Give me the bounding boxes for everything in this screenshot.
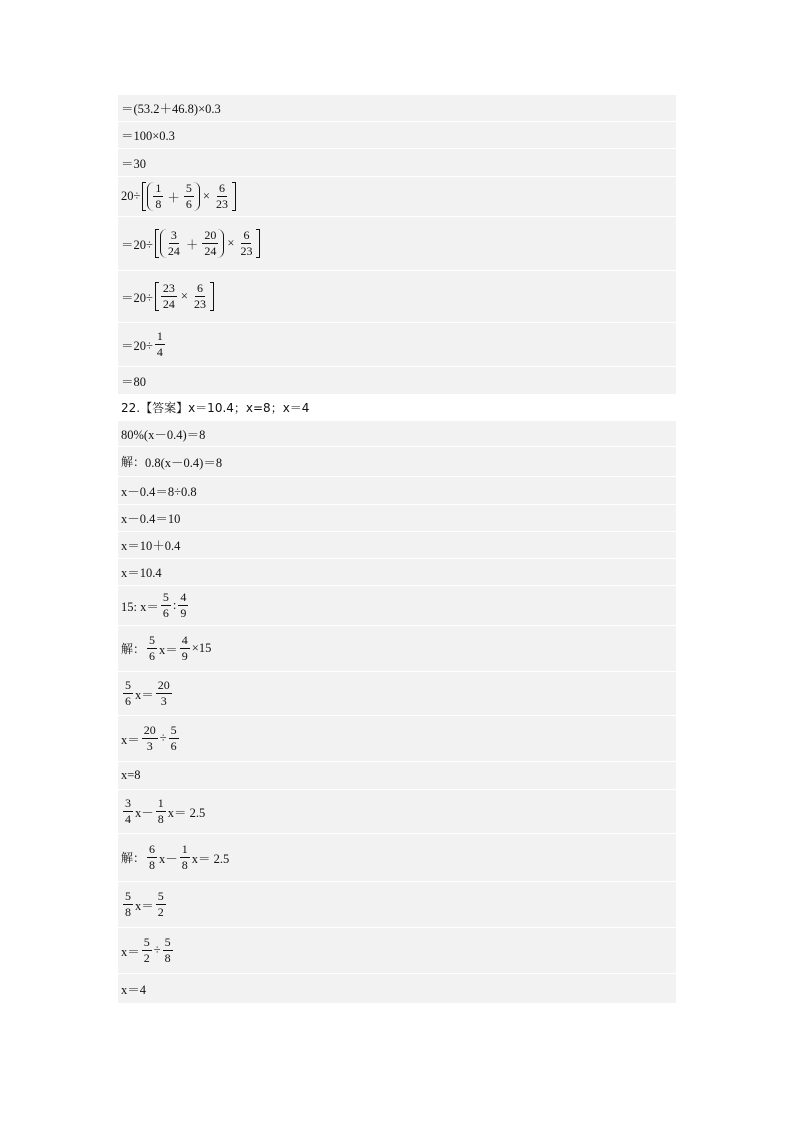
solve-label: 解：	[121, 851, 146, 865]
calc-line: 15: x＝ $\frac{5}{6}$ : $\frac{4}{9}$	[118, 586, 676, 626]
fraction: $\frac{5}{6}$	[170, 723, 177, 753]
equation: x－0.4＝8÷0.8	[121, 484, 197, 499]
fraction: $\frac{5}{6}$	[162, 590, 169, 620]
solve-label: 解：	[121, 642, 146, 656]
fraction: $\frac{5}{6}$	[185, 181, 192, 211]
solve-label: 解：	[121, 455, 146, 469]
fraction: $\frac{5}{6}$	[149, 633, 156, 663]
expression: ＝100×0.3	[121, 129, 175, 143]
calc-line: $\frac{5}{6}$ x＝ $\frac{20}{3}$	[118, 672, 676, 716]
calc-line	[118, 323, 676, 367]
fraction: $\frac{1}{8}$	[157, 796, 164, 826]
calc-line	[118, 447, 676, 477]
fraction: $\frac{5}{2}$	[143, 935, 150, 965]
answer-header	[118, 395, 676, 421]
equation: 80%(x－0.4)＝8	[121, 427, 206, 442]
fraction: $\frac{4}{9}$	[181, 633, 188, 663]
calc-line: x＝ $\frac{20}{3}$ ÷ $\frac{5}{6}$	[118, 716, 676, 762]
parenthesis: $\frac{1}{8}$ ＋ $\frac{5}{6}$	[147, 182, 200, 210]
fraction: $\frac{20}{24}$	[204, 228, 217, 258]
calc-line	[118, 532, 676, 559]
expression: 20÷	[121, 189, 141, 203]
fraction: $\frac{1}{4}$	[156, 329, 163, 359]
equation: x＝4	[121, 982, 147, 997]
calc-line	[118, 271, 676, 323]
fraction: $\frac{4}{9}$	[180, 590, 187, 620]
fraction: $\frac{6}{23}$	[193, 281, 206, 311]
fraction: $\frac{6}{8}$	[149, 842, 156, 872]
expression: ＝(53.2＋46.8)×0.3	[121, 102, 221, 116]
calc-line: $\frac{5}{8}$ x＝ $\frac{5}{2}$	[118, 882, 676, 928]
equation: x=8	[121, 768, 141, 782]
fraction: $\frac{5}{6}$	[125, 678, 131, 708]
square-bracket: $\frac{3}{24}$ ＋ $\frac{20}{24}$ × $\frac{6}{23}$	[155, 229, 261, 257]
calc-line	[118, 505, 676, 532]
fraction: $\frac{23}{24}$	[162, 281, 175, 311]
answer-text: 22.【答案】x＝10.4；x=8；x＝4	[121, 401, 310, 415]
calc-line	[118, 421, 676, 447]
calc-line	[118, 477, 676, 505]
solution-page	[118, 95, 676, 1004]
calc-line: 解： $\frac{5}{6}$ x＝ $\frac{4}{9}$ ×15	[118, 626, 676, 672]
fraction: $\frac{3}{4}$	[125, 796, 131, 826]
parenthesis: $\frac{3}{24}$ ＋ $\frac{20}{24}$	[160, 229, 225, 257]
fraction: $\frac{1}{8}$	[181, 842, 188, 872]
calc-line	[118, 762, 676, 790]
calc-line	[118, 974, 676, 1004]
equation: x＝10.4	[121, 566, 162, 580]
fraction: $\frac{6}{23}$	[215, 181, 228, 211]
calc-line	[118, 149, 676, 177]
square-bracket: $\frac{1}{8}$ ＋ $\frac{5}{6}$ × $\frac{6}{23}$	[142, 182, 236, 210]
calc-line	[118, 217, 676, 271]
fraction: $\frac{5}{8}$	[125, 889, 131, 919]
equation: 0.8(x－0.4)＝8	[145, 455, 223, 470]
calc-line: $\frac{3}{4}$ x－ $\frac{1}{8}$ x＝ 2.5	[118, 790, 676, 834]
fraction: $\frac{20}{3}$	[143, 723, 156, 753]
fraction: $\frac{20}{3}$	[157, 678, 170, 708]
calc-line: x＝ $\frac{5}{2}$ ÷ $\frac{5}{8}$	[118, 928, 676, 974]
expression: ＝30	[121, 156, 147, 171]
calc-line: 解： $\frac{6}{8}$ x－ $\frac{1}{8}$ x＝ 2.5	[118, 834, 676, 882]
expression: ＝20÷	[121, 237, 153, 252]
fraction: $\frac{3}{24}$	[167, 228, 180, 258]
fraction: $\frac{6}{23}$	[240, 228, 253, 258]
equation: x－0.4＝10	[121, 512, 181, 526]
fraction: $\frac{5}{2}$	[157, 889, 164, 919]
calc-line	[118, 177, 676, 217]
calc-line	[118, 367, 676, 395]
calc-line	[118, 95, 676, 122]
square-bracket: $\frac{23}{24}$ × $\frac{6}{23}$	[155, 282, 214, 310]
expression: ＝80	[121, 374, 147, 389]
fraction: $\frac{1}{8}$	[155, 181, 162, 211]
equation: 15: x＝	[121, 599, 159, 614]
expression: ＝20÷	[121, 338, 153, 353]
calc-line	[118, 559, 676, 586]
calc-line	[118, 122, 676, 149]
expression: ＝20÷	[121, 290, 153, 305]
equation: x＝10＋0.4	[121, 539, 181, 553]
fraction: $\frac{5}{8}$	[164, 935, 171, 965]
